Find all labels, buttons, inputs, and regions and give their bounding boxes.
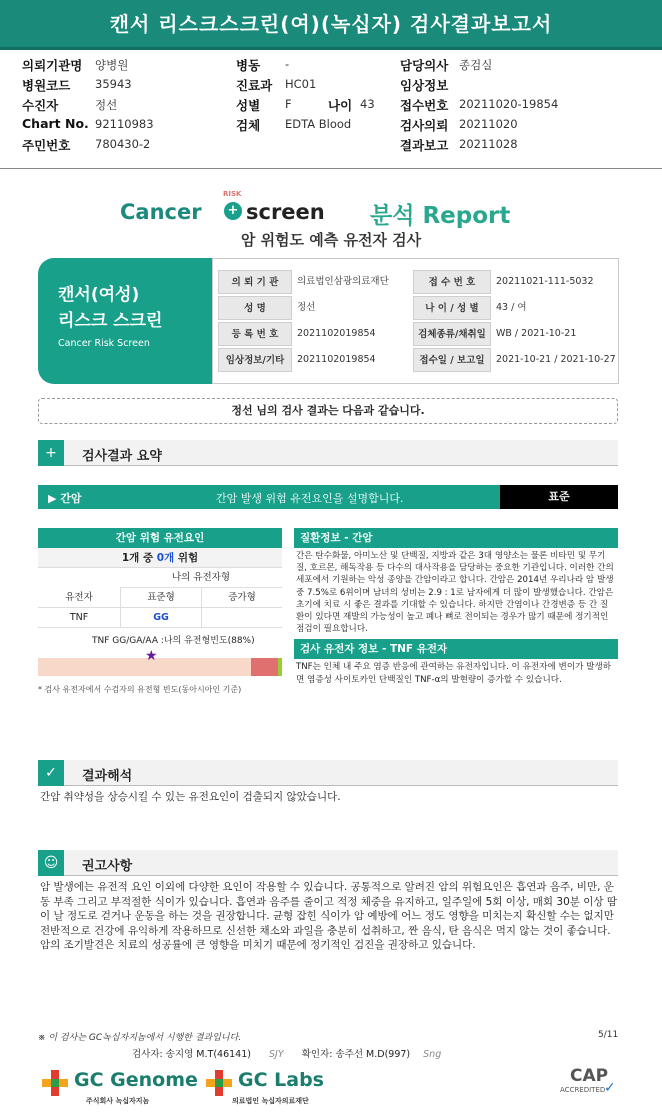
- organ-label: ▶ 간암: [48, 492, 82, 505]
- info-value: 2021102019854: [297, 328, 376, 339]
- count-pre: 1개 중: [121, 552, 157, 564]
- person-icon: ☺: [38, 850, 64, 876]
- meta-code-value: 35943: [95, 77, 132, 91]
- cap-accredited-logo: [558, 1066, 624, 1106]
- info-key: 임상정보/기타: [218, 348, 292, 372]
- gc-genome-logo: [42, 1066, 202, 1106]
- clipboard-icon: ✓: [38, 760, 64, 786]
- logo-cross-icon: +: [224, 202, 242, 220]
- count-post: 위험: [174, 552, 199, 564]
- advice-title: 권고사항: [82, 859, 133, 874]
- meta-specimen-value: EDTA Blood: [285, 117, 352, 131]
- info-value: 2021102019854: [297, 354, 376, 365]
- brand-gc-labs: GC Labs: [238, 1069, 324, 1091]
- count-num: 0개: [156, 552, 175, 564]
- meta-dept-label: 진료과: [236, 78, 273, 93]
- organ-desc: 간암 발생 위험 유전요인을 설명합니다.: [216, 492, 404, 505]
- logo-screen: screen: [246, 200, 325, 224]
- footer-note: ※ 이 검사는 GC녹십자지놈에서 시행한 결과입니다.: [38, 1033, 242, 1043]
- meta-dept-value: HC01: [285, 77, 317, 91]
- product-subtitle: Cancer Risk Screen: [58, 338, 150, 349]
- info-value: 의료법인삼광의료재단: [297, 276, 389, 287]
- meta-patient-label: 수진자: [22, 98, 59, 113]
- meta-age-value: 43: [360, 97, 375, 111]
- frequency-footnote: * 검사 유전자에서 수검자의 유전형 빈도(동아시아인 기준): [38, 685, 242, 694]
- logo-risk: RISK: [223, 190, 242, 198]
- brand-gc-genome: GC Genome: [74, 1069, 198, 1091]
- disease-text: 간은 탄수화물, 아미노산 및 단백질, 지방과 같은 3대 영양소는 물론 비타민 및 무기질, 호르몬, 해독작용 등 다수의 대사작용을 담당하는 중요한 기관입니다. 이러한 간의 세포에서 기원하는 악성 종양을 간암이라고 합니다. 간암은 2014년 우리나라 암 발생 중 7.5%로 6위이며 남녀의 성비는 2.9 : 1로 남자에게 더 많이 발생했습니다. 간암은 초기에 치료 시 좋은 결과를 기대할 수 있습니다. 하지만 간염이나 간경변증 등 간 질환이 있다면 재발의 가능성이 높고 폐나 뼈로 전이되는 경우가 많기 때문에 정기적인 점검이 필요합니다.: [296, 551, 614, 635]
- frequency-bar: [38, 648, 282, 676]
- info-key: 의 뢰 기 관: [218, 270, 292, 294]
- info-value: 43 / 여: [496, 302, 527, 313]
- meta-hospital-value: 양병원: [95, 58, 129, 72]
- star-marker-icon: ★: [145, 648, 158, 664]
- meta-ward-label: 병동: [236, 58, 261, 73]
- gene-table-header: 간암 위험 유전요인: [38, 528, 282, 548]
- info-key: 등 록 번 호: [218, 322, 292, 346]
- meta-hospital: 의뢰기관명: [22, 58, 83, 73]
- summary-section-header: [38, 440, 618, 466]
- info-key: 검체종류/채취일: [413, 322, 491, 346]
- logo-report: 분석 Report: [370, 203, 511, 229]
- meta-chart-label: Chart No.: [22, 116, 89, 131]
- disease-info-panel: [294, 528, 618, 688]
- info-key: 나 이 / 성 별: [413, 296, 491, 320]
- gc-labs-cross-icon: [206, 1070, 232, 1096]
- meta-code-label: 병원코드: [22, 78, 71, 93]
- gc-labs-logo: [206, 1066, 356, 1106]
- advice-section-header: [38, 850, 618, 876]
- info-key: 성 명: [218, 296, 292, 320]
- my-genotype-label: 나의 유전자형: [120, 568, 282, 588]
- subtitle: 암 위험도 예측 유전자 검사: [240, 231, 422, 249]
- info-value: 20211021-111-5032: [496, 276, 594, 287]
- logo-cancer: Cancer: [120, 200, 202, 224]
- meta-doctor-value: 종검실: [459, 58, 493, 72]
- meta-id-label: 주민번호: [22, 138, 71, 153]
- frequency-bar-track: [38, 658, 282, 676]
- meta-request-value: 20211020: [459, 117, 518, 131]
- info-value: 2021-10-21 / 2021-10-27: [496, 354, 616, 365]
- frequency-bar-risk: [251, 658, 278, 676]
- meta-id-value: 780430-2: [95, 137, 151, 151]
- info-key: 접수일 / 보고일: [413, 348, 491, 372]
- meta-clinical-label: 임상정보: [400, 78, 449, 93]
- interpretation-text: 간암 취약성을 상승시킬 수 있는 유전요인이 검출되지 않았습니다.: [40, 791, 341, 803]
- disease-title: 질환정보 - 간암: [294, 528, 618, 548]
- report-title: 캔서 리스크스크린(여)(녹십자) 검사결과보고서: [0, 0, 662, 50]
- col-gene: 유전자: [38, 588, 120, 608]
- patient-meta: [0, 52, 662, 170]
- advice-text: 암 발생에는 유전적 요인 이외에 다양한 요인이 작용할 수 있습니다. 공통적으로 알려진 암의 위험요인은 흡연과 음주, 비만, 운동 부족 그리고 부적절한 식이가 있습니다. 흡연과 음주를 줄이고 적정 체중을 유지하고, 일주일에 5회 이상, 매회 30분 이상 땀이 날 정도로 걷거나 운동을 하는 것을 권장합니다. 균형 잡힌 식이가 암 예방에 어느 정도 영향을 미치는지 확신할 수는 없지만 전반적으로 건강에 유익하게 작용하므로 신선한 채소와 과일을 충분히 섭취하고, 짠 음식, 탄 음식은 먹지 않는 것이 좋습니다. 암의 조기발견은 치료의 성공률에 큰 영향을 미치기 때문에 정기적인 검진을 권장하고 있습니다.: [40, 881, 617, 952]
- gene-increased-cell: [201, 608, 282, 628]
- info-key: 접 수 번 호: [413, 270, 491, 294]
- cap-sub-text: ACCREDITED: [560, 1086, 606, 1094]
- meta-chart-value: 92110983: [95, 117, 154, 131]
- examiner: 검사자: 송지영 M.T(46141): [132, 1049, 251, 1060]
- page-number: 5/11: [598, 1030, 619, 1040]
- meta-patient-value: 정선: [95, 98, 118, 112]
- col-increased: 증가형: [201, 588, 282, 608]
- meta-doctor-label: 담당의사: [400, 58, 449, 73]
- gene-risk-table: [38, 528, 282, 695]
- interpretation-section-header: [38, 760, 618, 786]
- info-value: 정선: [297, 302, 316, 313]
- patient-info-grid: [212, 258, 619, 384]
- summary-title: 검사결과 요약: [82, 449, 162, 464]
- status-badge: 표준: [500, 485, 618, 509]
- examiner-signature: SJY: [269, 1049, 284, 1060]
- info-value: WB / 2021-10-21: [496, 328, 577, 339]
- result-notice: 정선 님의 검사 결과는 다음과 같습니다.: [38, 398, 618, 424]
- meta-report-value: 20211028: [459, 137, 518, 151]
- meta-sex-label: 성별: [236, 98, 261, 113]
- brand-gc-labs-sub: 의료법인 녹십자의료재단: [232, 1097, 309, 1105]
- product-title-1: 캔서(여성): [58, 285, 140, 305]
- checkmark-icon: ✓: [604, 1080, 616, 1096]
- product-title-2: 리스크 스크린: [58, 311, 163, 331]
- col-standard: 표준형: [120, 588, 201, 608]
- interpretation-title: 결과해석: [82, 769, 133, 784]
- brand-gc-genome-sub: 주식회사 녹십자지놈: [86, 1097, 150, 1105]
- meta-request-label: 검사의뢰: [400, 118, 449, 133]
- gene-value: GG: [120, 608, 201, 628]
- gene-info-text: TNF는 인체 내 주요 염증 반응에 관여하는 유전자입니다. 이 유전자에 변이가 발생하면 염증성 사이토카인 단백질인 TNF-α의 발현량이 증가할 수 있습니다.: [296, 662, 612, 685]
- gene-name: TNF: [38, 608, 120, 628]
- cancer-risk-screen-logo: [120, 190, 550, 230]
- confirmer-signature: Sng: [423, 1049, 442, 1060]
- meta-ward-value: -: [285, 57, 290, 71]
- gc-cross-icon: [42, 1070, 68, 1096]
- meta-accession-value: 20211020-19854: [459, 97, 559, 111]
- meta-report-label: 결과보고: [400, 138, 449, 153]
- meta-age-label: 나이: [328, 98, 353, 113]
- meta-sex-value: F: [285, 97, 292, 111]
- product-card: [38, 258, 212, 384]
- meta-specimen-label: 검체: [236, 118, 261, 133]
- summary-icon: +: [38, 440, 64, 466]
- risk-count: [38, 548, 282, 568]
- gene-info-title: 검사 유전자 정보 - TNF 유전자: [294, 639, 618, 659]
- divider: [0, 168, 662, 169]
- meta-accession-label: 접수번호: [400, 98, 449, 113]
- cap-text: CAP: [570, 1066, 609, 1086]
- frequency-bar-tail: [278, 658, 282, 676]
- signers: [132, 1046, 441, 1060]
- frequency-label: TNF GG/GA/AA :나의 유전형빈도(88%): [92, 636, 255, 646]
- confirmer: 확인자: 송주선 M.D(997): [301, 1049, 411, 1060]
